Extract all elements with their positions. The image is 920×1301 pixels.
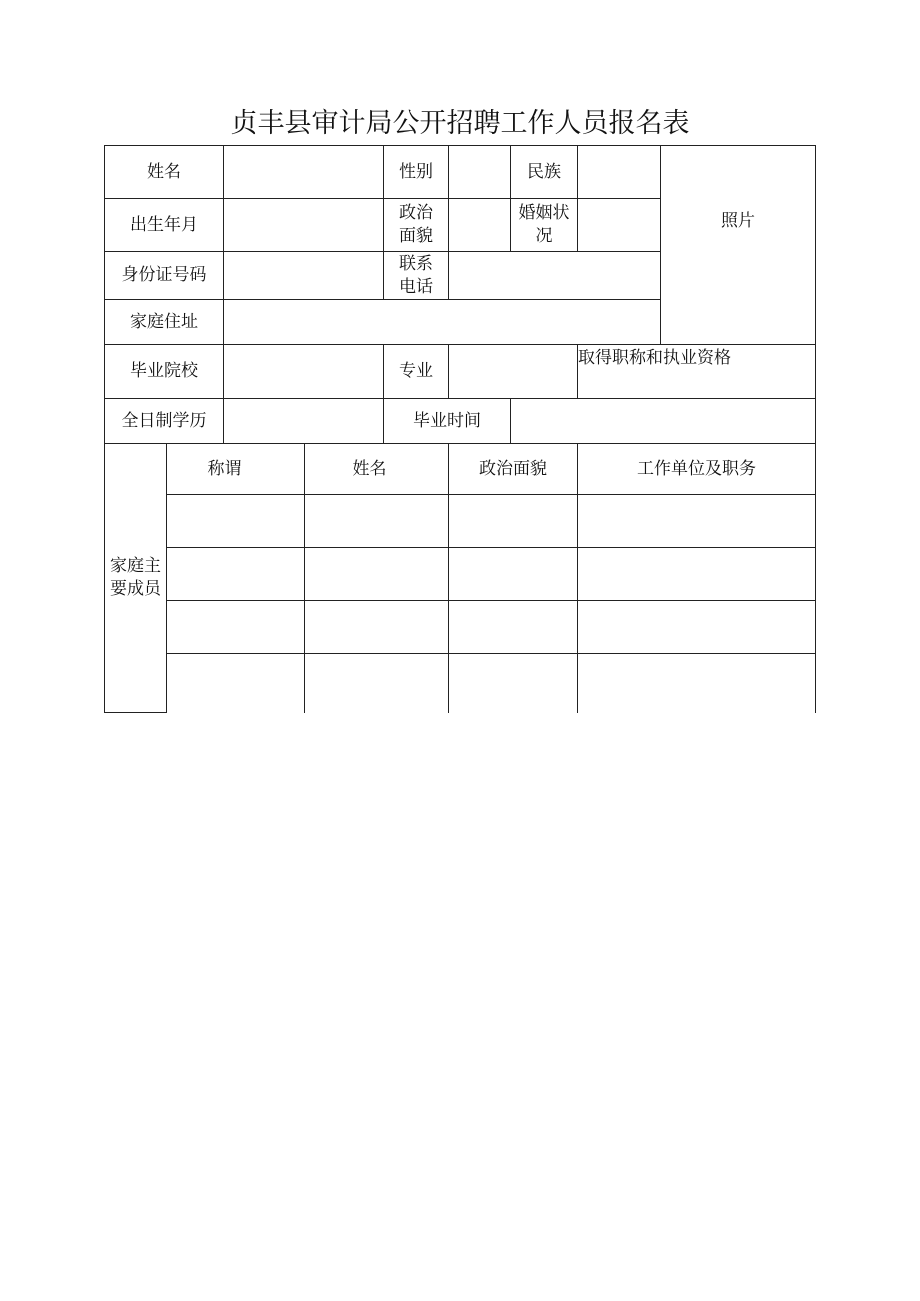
label-birth: 出生年月 [105, 199, 224, 252]
family-col-political: 政治面貌 [449, 444, 578, 495]
label-family: 家庭主要成员 [105, 444, 167, 713]
family-name-cell[interactable] [305, 601, 449, 654]
family-col-work: 工作单位及职务 [578, 444, 816, 495]
field-political[interactable] [449, 199, 511, 252]
label-education: 全日制学历 [105, 399, 224, 444]
family-political-cell[interactable] [449, 548, 578, 601]
label-photo: 照片 [721, 210, 755, 231]
field-ethnicity[interactable] [578, 146, 661, 199]
field-grad-time[interactable] [511, 399, 816, 444]
family-name-cell[interactable] [305, 548, 449, 601]
family-name-cell[interactable] [305, 654, 449, 713]
family-work-cell[interactable] [578, 548, 816, 601]
label-phone: 联系电话 [384, 252, 449, 300]
family-header-row [105, 444, 816, 495]
family-col-name: 姓名 [305, 444, 449, 495]
field-address[interactable] [224, 300, 661, 345]
label-political: 政治面貌 [384, 199, 449, 252]
family-relation-cell[interactable] [167, 601, 305, 654]
family-political-cell[interactable] [449, 601, 578, 654]
family-row [105, 495, 816, 548]
family-col-relation: 称谓 [167, 444, 305, 495]
family-political-cell[interactable] [449, 495, 578, 548]
family-work-cell[interactable] [578, 495, 816, 548]
family-row [105, 654, 816, 713]
qualification-label-text: 取得职称和执业资格 [578, 348, 731, 368]
label-name: 姓名 [105, 146, 224, 199]
label-gender: 性别 [384, 146, 449, 199]
label-marital: 婚姻状况 [511, 199, 578, 252]
field-major[interactable] [449, 345, 578, 399]
field-education[interactable] [224, 399, 384, 444]
label-grad-time: 毕业时间 [384, 399, 511, 444]
family-political-cell[interactable] [449, 654, 578, 713]
registration-form-table [104, 145, 816, 713]
label-ethnicity: 民族 [511, 146, 578, 199]
family-row [105, 601, 816, 654]
label-major: 专业 [384, 345, 449, 399]
field-gender[interactable] [449, 146, 511, 199]
form-title: 贞丰县审计局公开招聘工作人员报名表 [230, 108, 690, 139]
label-school: 毕业院校 [105, 345, 224, 399]
label-id-number: 身份证号码 [105, 252, 224, 300]
field-marital[interactable] [578, 199, 661, 252]
label-address: 家庭住址 [105, 300, 224, 345]
family-name-cell[interactable] [305, 495, 449, 548]
field-name[interactable] [224, 146, 384, 199]
field-id-number[interactable] [224, 252, 384, 300]
family-row [105, 548, 816, 601]
row-education [105, 399, 816, 444]
field-birth[interactable] [224, 199, 384, 252]
label-qualification[interactable] [578, 345, 816, 399]
family-relation-cell[interactable] [167, 495, 305, 548]
field-school[interactable] [224, 345, 384, 399]
field-phone[interactable] [449, 252, 661, 300]
row-school [105, 345, 816, 399]
photo-box[interactable] [661, 146, 816, 345]
row-name [105, 146, 816, 199]
family-work-cell[interactable] [578, 654, 816, 713]
family-relation-cell[interactable] [167, 548, 305, 601]
family-relation-cell[interactable] [167, 654, 305, 713]
family-work-cell[interactable] [578, 601, 816, 654]
